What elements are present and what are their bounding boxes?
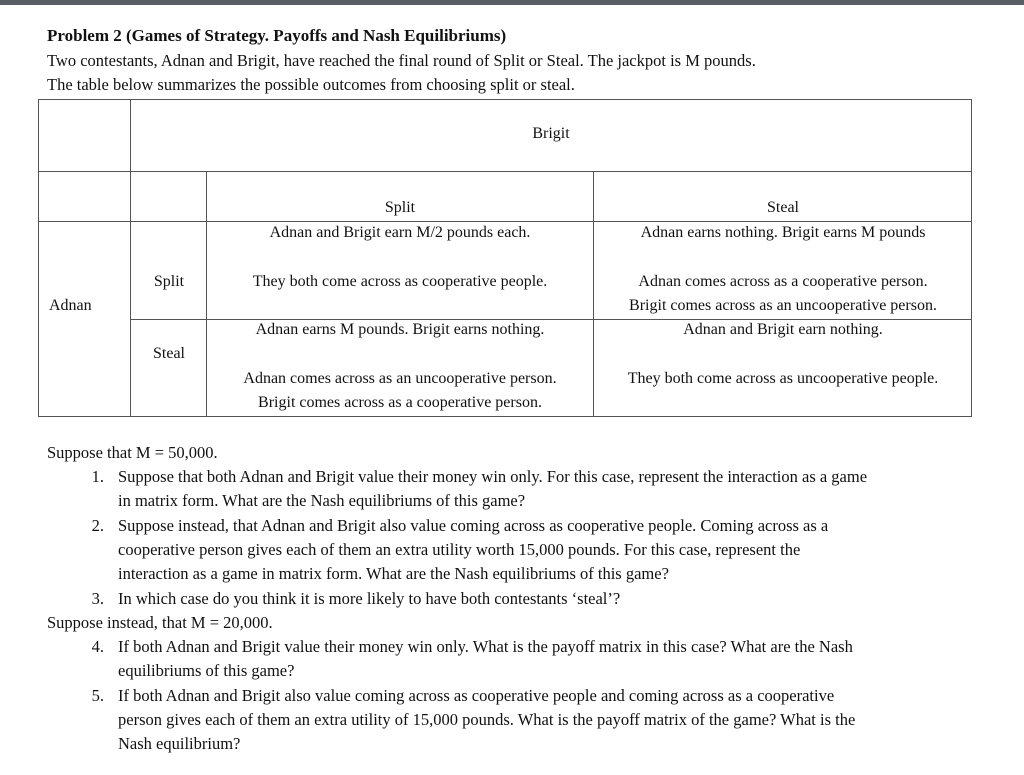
question-number: 4. [91,637,104,656]
steal-split-reputation-2: Brigit comes across as a cooperative person. [258,394,542,411]
table-rule [38,171,972,172]
split-steal-reputation-2: Brigit comes across as an uncooperative person. [629,297,937,314]
intro-line-1: Two contestants, Adnan and Brigit, have reached the final round of Split or Steal. The jackpot is M pounds. [47,51,756,70]
table-rule [593,171,594,417]
question-text: If both Adnan and Brigit value their money win only. What is the payoff matrix in this case? What are the Nash [118,637,853,656]
split-split-payoff: Adnan and Brigit earn M/2 pounds each. [269,224,531,241]
question-text: If both Adnan and Brigit also value coming across as cooperative people and coming across as a cooperative [118,686,835,705]
question-number: 5. [91,686,104,705]
question-number: 2. [91,516,104,535]
question-text: interaction as a game in matrix form. What are the Nash equilibriums of this game? [118,564,669,583]
payoff-table [38,99,972,417]
question-text: Suppose instead, that Adnan and Brigit also value coming across as cooperative people. Coming across as a [118,516,829,535]
split-steal-reputation-1: Adnan comes across as a cooperative person. [638,273,928,290]
table-rule [130,99,131,417]
question-text: Nash equilibrium? [118,734,241,753]
column-steal-header: Steal [767,199,799,216]
question-number: 3. [91,589,104,608]
assumption-m-50000: Suppose that M = 50,000. [47,443,218,462]
table-border-right [971,99,972,417]
intro-line-2: The table below summarizes the possible outcomes from choosing split or steal. [47,75,575,94]
question-number: 1. [91,467,104,486]
question-text: person gives each of them an extra utility of 15,000 pounds. What is the payoff matrix of the game? What is the [118,710,856,729]
split-split-reputation: They both come across as cooperative people. [252,273,548,290]
table-border-left [38,99,39,417]
steal-steal-payoff: Adnan and Brigit earn nothing. [683,321,883,338]
column-split-header: Split [384,199,416,216]
row-split-header: Split [153,273,185,290]
table-border-top [38,99,972,100]
split-steal-payoff: Adnan earns nothing. Brigit earns M pounds [640,224,926,241]
question-text: equilibriums of this game? [118,661,295,680]
question-text: cooperative person gives each of them an extra utility worth 15,000 pounds. For this case, represent the [118,540,801,559]
assumption-m-20000: Suppose instead, that M = 20,000. [47,613,273,632]
steal-steal-reputation: They both come across as uncooperative people. [627,370,939,387]
top-border [0,0,1024,5]
steal-split-payoff: Adnan earns M pounds. Brigit earns nothing. [255,321,545,338]
table-rule [206,171,207,417]
question-text: in matrix form. What are the Nash equilibriums of this game? [118,491,526,510]
problem-heading: Problem 2 (Games of Strategy. Payoffs and Nash Equilibriums) [47,26,507,45]
question-text: Suppose that both Adnan and Brigit value their money win only. For this case, represent the interaction as a game [118,467,868,486]
question-text: In which case do you think it is more likely to have both contestants ‘steal’? [118,589,621,608]
steal-split-reputation-1: Adnan comes across as an uncooperative person. [243,370,557,387]
row-player-label: Adnan [49,297,92,314]
row-steal-header: Steal [153,345,185,362]
column-player-label: Brigit [532,125,570,142]
table-border-bottom [38,416,972,417]
